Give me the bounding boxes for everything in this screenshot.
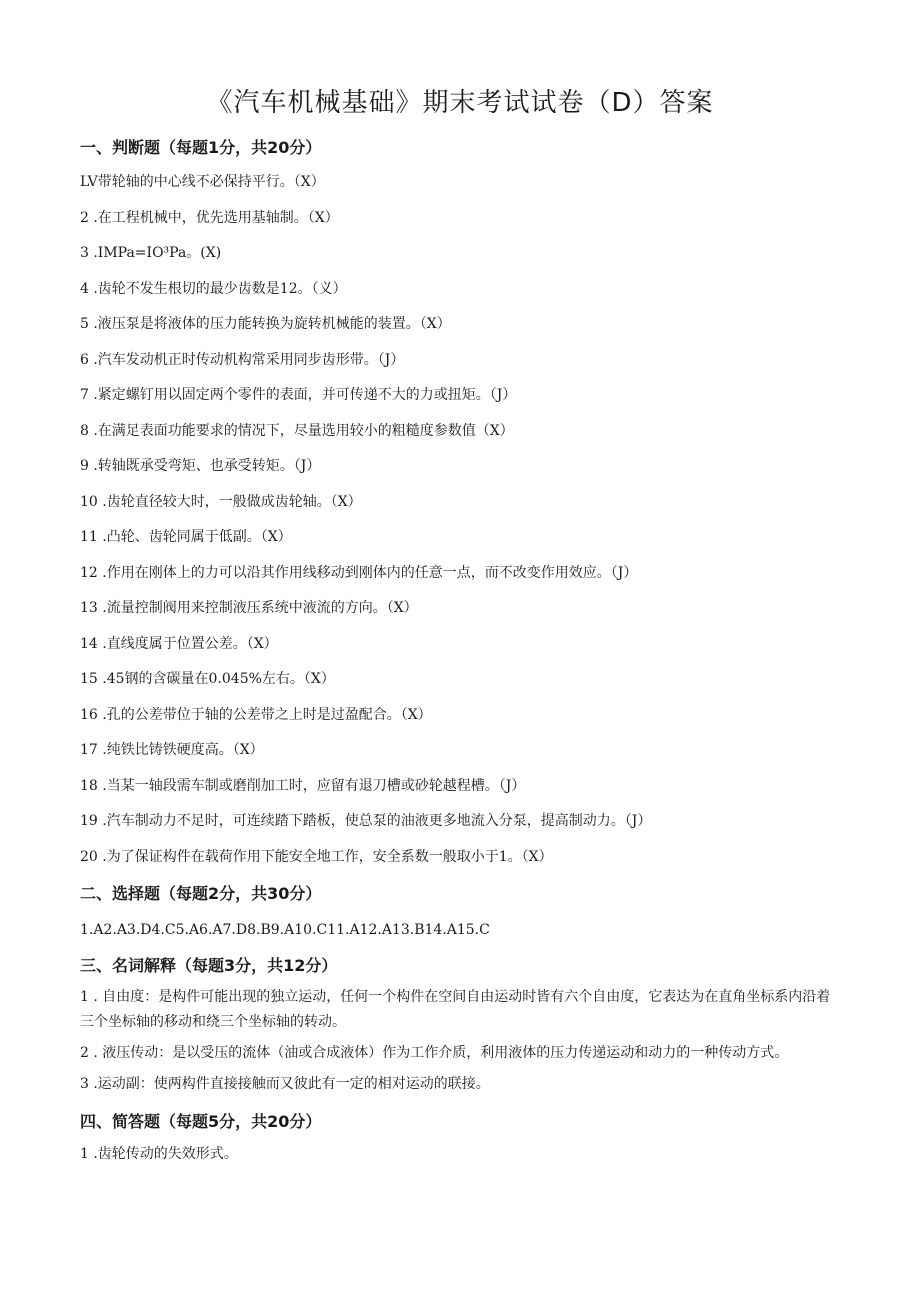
page-title: 《汽车机械基础》期末考试试卷（D）答案: [206, 88, 714, 118]
section-choice: [80, 879, 840, 951]
short-answer-item: 1 .齿轮传动的失效形式。: [80, 1146, 238, 1162]
judgement-item: 11 .凸轮、齿轮同属于低副。（X）: [80, 529, 292, 545]
judgement-item: 6 .汽车发动机正时传动机构常采用同步齿形带。（J）: [80, 351, 405, 368]
judgement-item: 13 .流量控制阀用来控制液压系统中液流的方向。（X）: [80, 600, 418, 616]
judgement-item: 14 .直线度属于位置公差。（X）: [80, 635, 278, 652]
judgement-item: 20 .为了保证构件在载荷作用下能安全地工作，安全系数一般取小于1。（X）: [80, 848, 553, 865]
judgement-item: 2 .在工程机械中，优先选用基轴制。（X）: [80, 209, 339, 226]
term-item: 2 . 液压传动：是以受压的流体（油或合成液体）作为工作介质，利用液体的压力传递运动和动力的一种传动方式。: [80, 1045, 789, 1061]
choice-answers: 1.A2.A3.D4.C5.A6.A7.D8.B9.A10.C11.A12.A13.B14.A15.C: [80, 922, 490, 938]
judgement-item: 5 .液压泵是将液体的压力能转换为旋转机械能的装置。（X）: [80, 316, 451, 332]
section-heading-choice: 二、选择题（每题2分，共30分）: [80, 884, 322, 903]
section-terms: [80, 951, 840, 1097]
section-heading-terms: 三、名词解释（每题3分，共12分）: [80, 956, 338, 975]
judgement-item: 9 .转轴既承受弯矩、也承受转矩。（J）: [80, 458, 321, 474]
judgement-item: 18 .当某一轴段需车制或磨削加工时，应留有退刀槽或砂轮越程槽。（J）: [80, 777, 526, 794]
judgement-item: 15 .45钢的含碳量在0.045%左右。（X）: [80, 671, 335, 687]
judgement-item: 19 .汽车制动力不足时，可连续踏下踏板，使总泵的油液更多地流入分泵，提高制动力。（J）: [80, 813, 652, 829]
judgement-item: 8 .在满足表面功能要求的情况下，尽量选用较小的粗糙度参数值（X）: [80, 422, 514, 439]
judgement-item: 16 .孔的公差带位于轴的公差带之上时是过盈配合。（X）: [80, 706, 432, 723]
term-item: 3 .运动副：使两构件直接接触而又彼此有一定的相对运动的联接。: [80, 1076, 490, 1092]
judgement-item: 17 .纯铁比铸铁硬度高。（X）: [80, 742, 264, 758]
judgement-item: 12 .作用在刚体上的力可以沿其作用线移动到刚体内的任意一点，而不改变作用效应。（J）: [80, 564, 638, 581]
judgement-item: 3 .IMPa=IO³Pa。(X): [80, 245, 222, 261]
judgement-item: 10 .齿轮直径较大时，一般做成齿轮轴。（X）: [80, 493, 362, 510]
term-item: 1 . 自由度：是构件可能出现的独立运动，任何一个构件在空间自由运动时皆有六个自由度，它表达为在直角坐标系内沿着三个坐标轴的移动和绕三个坐标轴的转动。: [80, 989, 831, 1030]
judgement-item: 7 .紧定螺钉用以固定两个零件的表面，并可传递不大的力或扭矩。（J）: [80, 387, 517, 403]
judgement-item: LV带轮轴的中心线不必保持平行。（X）: [80, 174, 325, 190]
section-judgement: [80, 133, 840, 875]
judgement-item: 4 .齿轮不发生根切的最少齿数是12。（义）: [80, 280, 347, 297]
section-short-answer: [80, 1107, 840, 1171]
section-heading-judgement: 一、判断题（每题1分，共20分）: [80, 138, 322, 157]
section-heading-short-answer: 四、简答题（每题5分，共20分）: [80, 1112, 322, 1131]
